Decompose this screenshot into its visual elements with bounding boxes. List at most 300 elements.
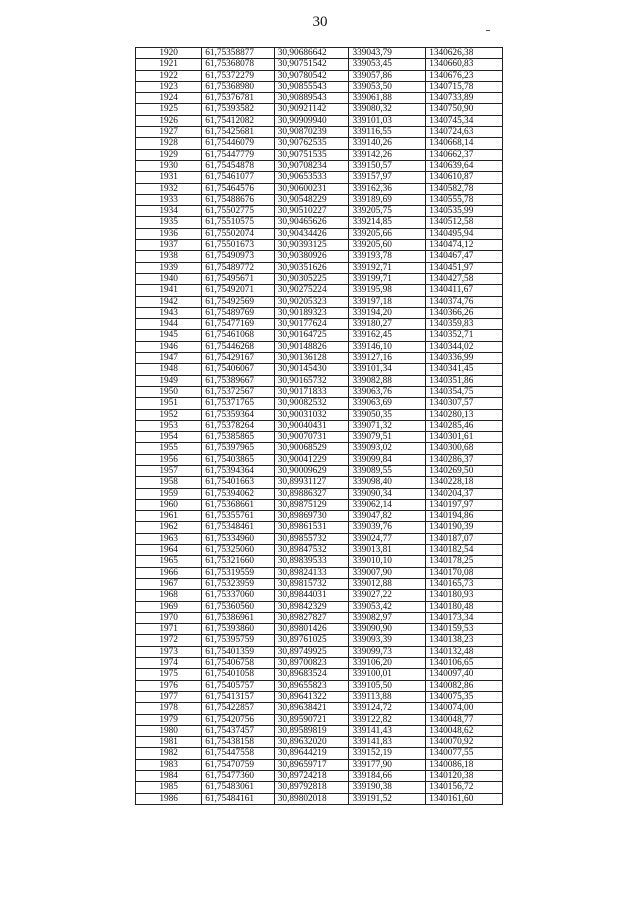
y-coordinate-cell: 1340132,48 bbox=[426, 646, 503, 657]
table-row bbox=[136, 545, 503, 556]
y-coordinate-cell: 1340354,75 bbox=[426, 386, 503, 397]
y-coordinate-cell: 1340285,46 bbox=[426, 420, 503, 431]
x-coordinate-cell: 339199,71 bbox=[349, 273, 426, 284]
y-coordinate-cell: 1340715,78 bbox=[426, 81, 503, 92]
y-coordinate-cell: 1340269,50 bbox=[426, 465, 503, 476]
x-coordinate-cell: 339191,52 bbox=[349, 793, 426, 804]
longitude-cell: 30,90009629 bbox=[274, 465, 349, 476]
y-coordinate-cell: 1340535,99 bbox=[426, 206, 503, 217]
longitude-cell: 30,89839533 bbox=[274, 556, 349, 567]
point-number-cell: 1983 bbox=[136, 759, 202, 770]
coordinates-table bbox=[135, 47, 503, 805]
point-number-cell: 1954 bbox=[136, 432, 202, 443]
point-number-cell: 1939 bbox=[136, 262, 202, 273]
longitude-cell: 30,89792818 bbox=[274, 782, 349, 793]
table-row bbox=[136, 624, 503, 635]
x-coordinate-cell: 339039,76 bbox=[349, 522, 426, 533]
point-number-cell: 1921 bbox=[136, 59, 202, 70]
page-number: 30 bbox=[312, 14, 328, 30]
x-coordinate-cell: 339140,26 bbox=[349, 138, 426, 149]
point-number-cell: 1956 bbox=[136, 454, 202, 465]
y-coordinate-cell: 1340336,99 bbox=[426, 353, 503, 364]
table-row bbox=[136, 759, 503, 770]
point-number-cell: 1959 bbox=[136, 488, 202, 499]
x-coordinate-cell: 339194,20 bbox=[349, 307, 426, 318]
table-row bbox=[136, 48, 503, 59]
table-row bbox=[136, 612, 503, 623]
latitude-cell: 61,75422857 bbox=[202, 703, 275, 714]
table-row bbox=[136, 81, 503, 92]
latitude-cell: 61,75358877 bbox=[202, 48, 275, 59]
y-coordinate-cell: 1340082,86 bbox=[426, 680, 503, 691]
x-coordinate-cell: 339053,50 bbox=[349, 81, 426, 92]
x-coordinate-cell: 339193,78 bbox=[349, 251, 426, 262]
coordinates-table-body bbox=[136, 48, 503, 805]
latitude-cell: 61,75385865 bbox=[202, 432, 275, 443]
latitude-cell: 61,75489769 bbox=[202, 307, 275, 318]
point-number-cell: 1962 bbox=[136, 522, 202, 533]
x-coordinate-cell: 339162,36 bbox=[349, 183, 426, 194]
latitude-cell: 61,75483061 bbox=[202, 782, 275, 793]
point-number-cell: 1979 bbox=[136, 714, 202, 725]
latitude-cell: 61,75393582 bbox=[202, 104, 275, 115]
x-coordinate-cell: 339099,73 bbox=[349, 646, 426, 657]
longitude-cell: 30,90921142 bbox=[274, 104, 349, 115]
y-coordinate-cell: 1340374,76 bbox=[426, 296, 503, 307]
latitude-cell: 61,75368078 bbox=[202, 59, 275, 70]
latitude-cell: 61,75470759 bbox=[202, 759, 275, 770]
table-row bbox=[136, 477, 503, 488]
longitude-cell: 30,89847532 bbox=[274, 545, 349, 556]
table-row bbox=[136, 104, 503, 115]
table-row bbox=[136, 307, 503, 318]
point-number-cell: 1920 bbox=[136, 48, 202, 59]
y-coordinate-cell: 1340120,38 bbox=[426, 771, 503, 782]
latitude-cell: 61,75403865 bbox=[202, 454, 275, 465]
y-coordinate-cell: 1340138,23 bbox=[426, 635, 503, 646]
y-coordinate-cell: 1340427,58 bbox=[426, 273, 503, 284]
latitude-cell: 61,75502074 bbox=[202, 228, 275, 239]
y-coordinate-cell: 1340190,39 bbox=[426, 522, 503, 533]
y-coordinate-cell: 1340159,53 bbox=[426, 624, 503, 635]
y-coordinate-cell: 1340366,26 bbox=[426, 307, 503, 318]
y-coordinate-cell: 1340555,78 bbox=[426, 194, 503, 205]
point-number-cell: 1949 bbox=[136, 375, 202, 386]
longitude-cell: 30,89724218 bbox=[274, 771, 349, 782]
x-coordinate-cell: 339053,42 bbox=[349, 601, 426, 612]
latitude-cell: 61,75437457 bbox=[202, 725, 275, 736]
y-coordinate-cell: 1340165,73 bbox=[426, 578, 503, 589]
latitude-cell: 61,75492071 bbox=[202, 285, 275, 296]
y-coordinate-cell: 1340280,13 bbox=[426, 409, 503, 420]
table-row bbox=[136, 409, 503, 420]
latitude-cell: 61,75438158 bbox=[202, 737, 275, 748]
y-coordinate-cell: 1340086,18 bbox=[426, 759, 503, 770]
longitude-cell: 30,90653533 bbox=[274, 172, 349, 183]
longitude-cell: 30,90600231 bbox=[274, 183, 349, 194]
y-coordinate-cell: 1340301,61 bbox=[426, 432, 503, 443]
x-coordinate-cell: 339192,71 bbox=[349, 262, 426, 273]
longitude-cell: 30,90275224 bbox=[274, 285, 349, 296]
latitude-cell: 61,75323959 bbox=[202, 578, 275, 589]
longitude-cell: 30,89683524 bbox=[274, 669, 349, 680]
x-coordinate-cell: 339141,43 bbox=[349, 725, 426, 736]
point-number-cell: 1947 bbox=[136, 353, 202, 364]
latitude-cell: 61,75502775 bbox=[202, 206, 275, 217]
longitude-cell: 30,89632020 bbox=[274, 737, 349, 748]
table-row bbox=[136, 601, 503, 612]
table-row bbox=[136, 273, 503, 284]
longitude-cell: 30,90380926 bbox=[274, 251, 349, 262]
longitude-cell: 30,90041229 bbox=[274, 454, 349, 465]
point-number-cell: 1958 bbox=[136, 477, 202, 488]
x-coordinate-cell: 339053,45 bbox=[349, 59, 426, 70]
table-row bbox=[136, 251, 503, 262]
y-coordinate-cell: 1340180,48 bbox=[426, 601, 503, 612]
latitude-cell: 61,75446079 bbox=[202, 138, 275, 149]
latitude-cell: 61,75429167 bbox=[202, 353, 275, 364]
point-number-cell: 1957 bbox=[136, 465, 202, 476]
y-coordinate-cell: 1340341,45 bbox=[426, 364, 503, 375]
x-coordinate-cell: 339205,75 bbox=[349, 206, 426, 217]
table-row bbox=[136, 398, 503, 409]
y-coordinate-cell: 1340668,14 bbox=[426, 138, 503, 149]
x-coordinate-cell: 339093,02 bbox=[349, 443, 426, 454]
longitude-cell: 30,89824133 bbox=[274, 567, 349, 578]
x-coordinate-cell: 339116,55 bbox=[349, 127, 426, 138]
latitude-cell: 61,75372567 bbox=[202, 386, 275, 397]
latitude-cell: 61,75334960 bbox=[202, 533, 275, 544]
y-coordinate-cell: 1340048,77 bbox=[426, 714, 503, 725]
table-row bbox=[136, 432, 503, 443]
x-coordinate-cell: 339105,50 bbox=[349, 680, 426, 691]
latitude-cell: 61,75325060 bbox=[202, 545, 275, 556]
point-number-cell: 1924 bbox=[136, 93, 202, 104]
table-row bbox=[136, 217, 503, 228]
longitude-cell: 30,90855543 bbox=[274, 81, 349, 92]
longitude-cell: 30,90148826 bbox=[274, 341, 349, 352]
x-coordinate-cell: 339063,76 bbox=[349, 386, 426, 397]
point-number-cell: 1964 bbox=[136, 545, 202, 556]
x-coordinate-cell: 339141,83 bbox=[349, 737, 426, 748]
point-number-cell: 1936 bbox=[136, 228, 202, 239]
latitude-cell: 61,75488676 bbox=[202, 194, 275, 205]
point-number-cell: 1984 bbox=[136, 771, 202, 782]
table-row bbox=[136, 646, 503, 657]
table-row bbox=[136, 115, 503, 126]
table-row bbox=[136, 635, 503, 646]
point-number-cell: 1932 bbox=[136, 183, 202, 194]
y-coordinate-cell: 1340077,55 bbox=[426, 748, 503, 759]
table-row bbox=[136, 160, 503, 171]
latitude-cell: 61,75405757 bbox=[202, 680, 275, 691]
point-number-cell: 1938 bbox=[136, 251, 202, 262]
point-number-cell: 1945 bbox=[136, 330, 202, 341]
y-coordinate-cell: 1340351,86 bbox=[426, 375, 503, 386]
table-row bbox=[136, 127, 503, 138]
longitude-cell: 30,90070731 bbox=[274, 432, 349, 443]
y-coordinate-cell: 1340106,65 bbox=[426, 658, 503, 669]
latitude-cell: 61,75425681 bbox=[202, 127, 275, 138]
table-row bbox=[136, 714, 503, 725]
x-coordinate-cell: 339100,01 bbox=[349, 669, 426, 680]
y-coordinate-cell: 1340156,72 bbox=[426, 782, 503, 793]
longitude-cell: 30,89855732 bbox=[274, 533, 349, 544]
table-row bbox=[136, 691, 503, 702]
longitude-cell: 30,89659717 bbox=[274, 759, 349, 770]
point-number-cell: 1963 bbox=[136, 533, 202, 544]
y-coordinate-cell: 1340626,38 bbox=[426, 48, 503, 59]
point-number-cell: 1926 bbox=[136, 115, 202, 126]
latitude-cell: 61,75371765 bbox=[202, 398, 275, 409]
x-coordinate-cell: 339162,45 bbox=[349, 330, 426, 341]
longitude-cell: 30,89761025 bbox=[274, 635, 349, 646]
latitude-cell: 61,75490973 bbox=[202, 251, 275, 262]
point-number-cell: 1961 bbox=[136, 511, 202, 522]
y-coordinate-cell: 1340161,60 bbox=[426, 793, 503, 804]
point-number-cell: 1966 bbox=[136, 567, 202, 578]
x-coordinate-cell: 339113,88 bbox=[349, 691, 426, 702]
x-coordinate-cell: 339157,97 bbox=[349, 172, 426, 183]
y-coordinate-cell: 1340344,02 bbox=[426, 341, 503, 352]
table-row bbox=[136, 499, 503, 510]
x-coordinate-cell: 339190,38 bbox=[349, 782, 426, 793]
y-coordinate-cell: 1340750,90 bbox=[426, 104, 503, 115]
latitude-cell: 61,75386961 bbox=[202, 612, 275, 623]
latitude-cell: 61,75397965 bbox=[202, 443, 275, 454]
longitude-cell: 30,90171833 bbox=[274, 386, 349, 397]
x-coordinate-cell: 339010,10 bbox=[349, 556, 426, 567]
x-coordinate-cell: 339101,03 bbox=[349, 115, 426, 126]
y-coordinate-cell: 1340075,35 bbox=[426, 691, 503, 702]
longitude-cell: 30,89931127 bbox=[274, 477, 349, 488]
table-row bbox=[136, 149, 503, 160]
point-number-cell: 1986 bbox=[136, 793, 202, 804]
y-coordinate-cell: 1340352,71 bbox=[426, 330, 503, 341]
point-number-cell: 1985 bbox=[136, 782, 202, 793]
table-row bbox=[136, 578, 503, 589]
latitude-cell: 61,75413157 bbox=[202, 691, 275, 702]
y-coordinate-cell: 1340512,58 bbox=[426, 217, 503, 228]
x-coordinate-cell: 339101,34 bbox=[349, 364, 426, 375]
point-number-cell: 1944 bbox=[136, 319, 202, 330]
table-row bbox=[136, 748, 503, 759]
x-coordinate-cell: 339127,16 bbox=[349, 353, 426, 364]
x-coordinate-cell: 339177,90 bbox=[349, 759, 426, 770]
point-number-cell: 1952 bbox=[136, 409, 202, 420]
table-row bbox=[136, 725, 503, 736]
y-coordinate-cell: 1340676,23 bbox=[426, 70, 503, 81]
x-coordinate-cell: 339124,72 bbox=[349, 703, 426, 714]
longitude-cell: 30,89641322 bbox=[274, 691, 349, 702]
point-number-cell: 1942 bbox=[136, 296, 202, 307]
longitude-cell: 30,89827827 bbox=[274, 612, 349, 623]
longitude-cell: 30,89842329 bbox=[274, 601, 349, 612]
table-row bbox=[136, 364, 503, 375]
x-coordinate-cell: 339189,69 bbox=[349, 194, 426, 205]
x-coordinate-cell: 339205,60 bbox=[349, 240, 426, 251]
longitude-cell: 30,90909940 bbox=[274, 115, 349, 126]
y-coordinate-cell: 1340170,08 bbox=[426, 567, 503, 578]
point-number-cell: 1967 bbox=[136, 578, 202, 589]
x-coordinate-cell: 339098,40 bbox=[349, 477, 426, 488]
latitude-cell: 61,75378264 bbox=[202, 420, 275, 431]
x-coordinate-cell: 339122,82 bbox=[349, 714, 426, 725]
point-number-cell: 1970 bbox=[136, 612, 202, 623]
longitude-cell: 30,89844031 bbox=[274, 590, 349, 601]
longitude-cell: 30,90040431 bbox=[274, 420, 349, 431]
latitude-cell: 61,75359364 bbox=[202, 409, 275, 420]
table-row bbox=[136, 454, 503, 465]
x-coordinate-cell: 339195,98 bbox=[349, 285, 426, 296]
table-row bbox=[136, 262, 503, 273]
y-coordinate-cell: 1340474,12 bbox=[426, 240, 503, 251]
latitude-cell: 61,75454878 bbox=[202, 160, 275, 171]
point-number-cell: 1929 bbox=[136, 149, 202, 160]
longitude-cell: 30,89589819 bbox=[274, 725, 349, 736]
longitude-cell: 30,89655823 bbox=[274, 680, 349, 691]
x-coordinate-cell: 339146,10 bbox=[349, 341, 426, 352]
latitude-cell: 61,75461068 bbox=[202, 330, 275, 341]
y-coordinate-cell: 1340733,89 bbox=[426, 93, 503, 104]
table-row bbox=[136, 172, 503, 183]
point-number-cell: 1974 bbox=[136, 658, 202, 669]
y-coordinate-cell: 1340300,68 bbox=[426, 443, 503, 454]
x-coordinate-cell: 339024,77 bbox=[349, 533, 426, 544]
x-coordinate-cell: 339071,32 bbox=[349, 420, 426, 431]
y-coordinate-cell: 1340662,37 bbox=[426, 149, 503, 160]
table-row bbox=[136, 737, 503, 748]
x-coordinate-cell: 339093,39 bbox=[349, 635, 426, 646]
x-coordinate-cell: 339152,19 bbox=[349, 748, 426, 759]
table-row bbox=[136, 138, 503, 149]
table-row bbox=[136, 522, 503, 533]
table-row bbox=[136, 669, 503, 680]
longitude-cell: 30,90434426 bbox=[274, 228, 349, 239]
y-coordinate-cell: 1340307,57 bbox=[426, 398, 503, 409]
longitude-cell: 30,90068529 bbox=[274, 443, 349, 454]
table-row bbox=[136, 556, 503, 567]
table-row bbox=[136, 386, 503, 397]
latitude-cell: 61,75355761 bbox=[202, 511, 275, 522]
x-coordinate-cell: 339043,79 bbox=[349, 48, 426, 59]
point-number-cell: 1977 bbox=[136, 691, 202, 702]
longitude-cell: 30,90751535 bbox=[274, 149, 349, 160]
x-coordinate-cell: 339062,14 bbox=[349, 499, 426, 510]
point-number-cell: 1981 bbox=[136, 737, 202, 748]
table-row bbox=[136, 590, 503, 601]
longitude-cell: 30,90136128 bbox=[274, 353, 349, 364]
longitude-cell: 30,90762535 bbox=[274, 138, 349, 149]
latitude-cell: 61,75376781 bbox=[202, 93, 275, 104]
latitude-cell: 61,75394364 bbox=[202, 465, 275, 476]
point-number-cell: 1968 bbox=[136, 590, 202, 601]
point-number-cell: 1927 bbox=[136, 127, 202, 138]
latitude-cell: 61,75368661 bbox=[202, 499, 275, 510]
latitude-cell: 61,75446268 bbox=[202, 341, 275, 352]
latitude-cell: 61,75510575 bbox=[202, 217, 275, 228]
table-row bbox=[136, 511, 503, 522]
point-number-cell: 1941 bbox=[136, 285, 202, 296]
y-coordinate-cell: 1340182,54 bbox=[426, 545, 503, 556]
latitude-cell: 61,75477169 bbox=[202, 319, 275, 330]
table-row bbox=[136, 782, 503, 793]
table-row bbox=[136, 194, 503, 205]
longitude-cell: 30,90889543 bbox=[274, 93, 349, 104]
table-row bbox=[136, 93, 503, 104]
longitude-cell: 30,90177624 bbox=[274, 319, 349, 330]
point-number-cell: 1980 bbox=[136, 725, 202, 736]
point-number-cell: 1934 bbox=[136, 206, 202, 217]
longitude-cell: 30,90305225 bbox=[274, 273, 349, 284]
table-row bbox=[136, 703, 503, 714]
point-number-cell: 1982 bbox=[136, 748, 202, 759]
y-coordinate-cell: 1340228,18 bbox=[426, 477, 503, 488]
x-coordinate-cell: 339205,66 bbox=[349, 228, 426, 239]
latitude-cell: 61,75495671 bbox=[202, 273, 275, 284]
x-coordinate-cell: 339184,66 bbox=[349, 771, 426, 782]
longitude-cell: 30,90510227 bbox=[274, 206, 349, 217]
latitude-cell: 61,75420756 bbox=[202, 714, 275, 725]
y-coordinate-cell: 1340451,97 bbox=[426, 262, 503, 273]
latitude-cell: 61,75406758 bbox=[202, 658, 275, 669]
table-row bbox=[136, 183, 503, 194]
y-coordinate-cell: 1340639,64 bbox=[426, 160, 503, 171]
y-coordinate-cell: 1340197,97 bbox=[426, 499, 503, 510]
latitude-cell: 61,75395759 bbox=[202, 635, 275, 646]
x-coordinate-cell: 339079,51 bbox=[349, 432, 426, 443]
table-row bbox=[136, 375, 503, 386]
y-coordinate-cell: 1340495,94 bbox=[426, 228, 503, 239]
point-number-cell: 1940 bbox=[136, 273, 202, 284]
x-coordinate-cell: 339106,20 bbox=[349, 658, 426, 669]
longitude-cell: 30,89749925 bbox=[274, 646, 349, 657]
point-number-cell: 1925 bbox=[136, 104, 202, 115]
point-number-cell: 1965 bbox=[136, 556, 202, 567]
y-coordinate-cell: 1340286,37 bbox=[426, 454, 503, 465]
x-coordinate-cell: 339063,69 bbox=[349, 398, 426, 409]
x-coordinate-cell: 339027,22 bbox=[349, 590, 426, 601]
y-coordinate-cell: 1340173,34 bbox=[426, 612, 503, 623]
x-coordinate-cell: 339047,82 bbox=[349, 511, 426, 522]
point-number-cell: 1975 bbox=[136, 669, 202, 680]
table-row bbox=[136, 296, 503, 307]
y-coordinate-cell: 1340745,34 bbox=[426, 115, 503, 126]
point-number-cell: 1973 bbox=[136, 646, 202, 657]
table-row bbox=[136, 465, 503, 476]
latitude-cell: 61,75337060 bbox=[202, 590, 275, 601]
latitude-cell: 61,75401663 bbox=[202, 477, 275, 488]
longitude-cell: 30,89638421 bbox=[274, 703, 349, 714]
point-number-cell: 1937 bbox=[136, 240, 202, 251]
longitude-cell: 30,90708234 bbox=[274, 160, 349, 171]
x-coordinate-cell: 339089,55 bbox=[349, 465, 426, 476]
point-number-cell: 1923 bbox=[136, 81, 202, 92]
table-row bbox=[136, 488, 503, 499]
y-coordinate-cell: 1340097,40 bbox=[426, 669, 503, 680]
point-number-cell: 1950 bbox=[136, 386, 202, 397]
latitude-cell: 61,75461077 bbox=[202, 172, 275, 183]
longitude-cell: 30,90751542 bbox=[274, 59, 349, 70]
longitude-cell: 30,90164725 bbox=[274, 330, 349, 341]
point-number-cell: 1953 bbox=[136, 420, 202, 431]
latitude-cell: 61,75412082 bbox=[202, 115, 275, 126]
point-number-cell: 1922 bbox=[136, 70, 202, 81]
latitude-cell: 61,75401058 bbox=[202, 669, 275, 680]
table-row bbox=[136, 240, 503, 251]
table-row bbox=[136, 443, 503, 454]
longitude-cell: 30,90870239 bbox=[274, 127, 349, 138]
